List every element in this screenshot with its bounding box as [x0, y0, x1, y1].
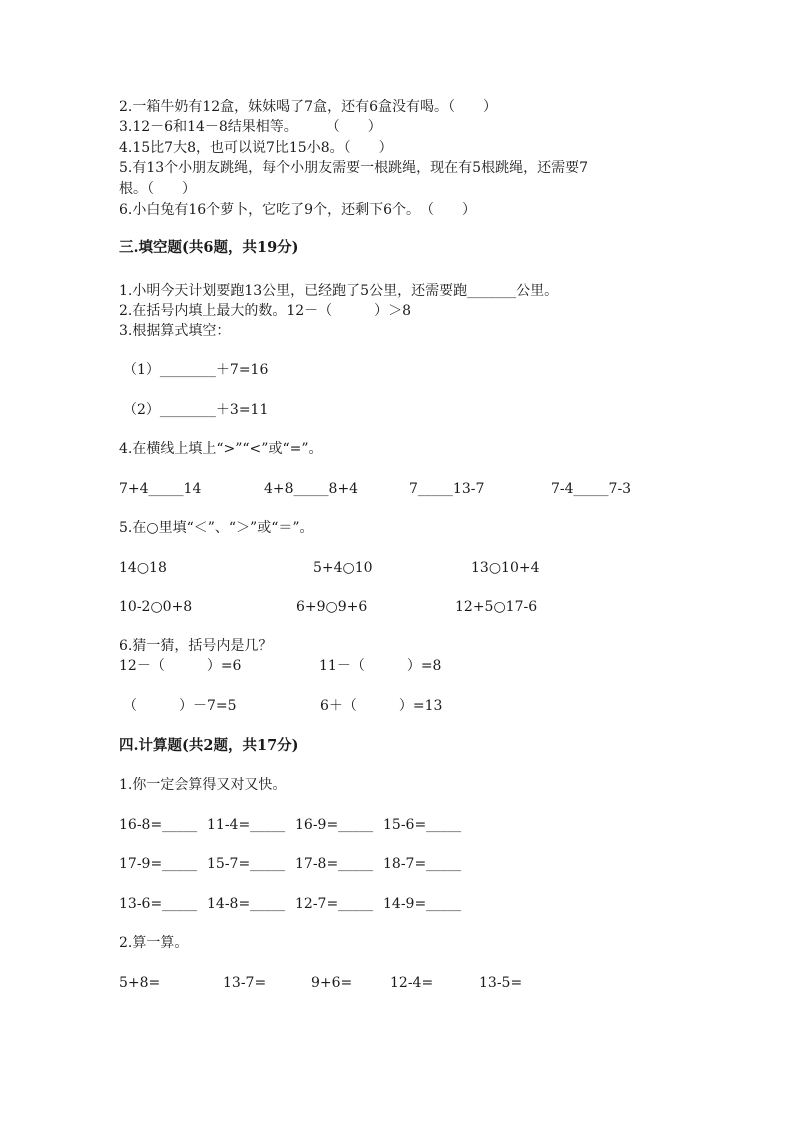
fill-q5-item: 13○10+4: [471, 560, 540, 576]
calc-item: 16-8=_____: [119, 817, 198, 833]
calc-item: 16-9=_____: [295, 817, 374, 833]
fill-q2: 2.在括号内填上最大的数。12－（ ）＞8: [119, 303, 412, 319]
fill-q4-item: 7+4_____14: [119, 481, 202, 497]
calc-q2: 2.算一算。: [119, 935, 189, 951]
section4-title: 四.计算题(共2题，共17分): [119, 737, 299, 754]
calc-item: 14-8=_____: [207, 896, 286, 912]
calc-q2-item: 13-7=: [223, 975, 267, 991]
fill-q4-item: 7_____13-7: [409, 481, 485, 497]
fill-q5: 5.在○里填“＜”、“＞”或“＝”。: [119, 520, 314, 536]
calc-q2-item: 13-5=: [479, 975, 523, 991]
calc-item: 12-7=_____: [295, 896, 374, 912]
calc-q1: 1.你一定会算得又对又快。: [119, 777, 287, 793]
calc-item: 15-7=_____: [207, 856, 286, 872]
calc-item: 13-6=_____: [119, 896, 198, 912]
calc-item: 18-7=_____: [383, 856, 462, 872]
fill-q6-item: 11－（ ）=8: [319, 658, 442, 674]
fill-q3-1: （1）________＋7=16: [123, 362, 269, 378]
calc-item: 14-9=_____: [383, 896, 462, 912]
fill-q5-item: 14○18: [119, 560, 167, 576]
fill-q5-item: 12+5○17-6: [455, 599, 538, 615]
fill-q1: 1.小明今天计划要跑13公里，已经跑了5公里，还需要跑_______公里。: [119, 283, 559, 299]
calc-item: 15-6=_____: [383, 817, 462, 833]
calc-item: 17-9=_____: [119, 856, 198, 872]
calc-item: 17-8=_____: [295, 856, 374, 872]
judgement-q2: 2.一箱牛奶有12盒，妹妹喝了7盒，还有6盒没有喝。（ ）: [119, 99, 497, 115]
fill-q5-item: 6+9○9+6: [296, 599, 368, 615]
fill-q6-item: （ ）－7=5: [123, 698, 237, 714]
judgement-q5-line1: 5.有13个小朋友跳绳，每个小朋友需要一根跳绳，现在有5根跳绳，还需要7: [119, 160, 588, 176]
fill-q6: 6.猜一猜，括号内是几？: [119, 638, 273, 654]
judgement-q6: 6.小白兔有16个萝卜，它吃了9个，还剩下6个。 （ ）: [119, 202, 476, 218]
calc-item: 11-4=_____: [207, 817, 286, 833]
judgement-q5-line2: 根。（ ）: [119, 181, 196, 197]
fill-q5-item: 5+4○10: [313, 560, 373, 576]
section3-title: 三.填空题(共6题，共19分): [119, 239, 299, 256]
fill-q6-item: 12－（ ）=6: [119, 658, 242, 674]
fill-q3-2: （2）________＋3=11: [123, 402, 269, 418]
fill-q6-item: 6＋（ ）=13: [320, 698, 443, 714]
fill-q4-item: 4+8_____8+4: [264, 481, 359, 497]
calc-q2-item: 9+6=: [311, 975, 353, 991]
calc-q2-item: 12-4=: [390, 975, 434, 991]
judgement-q4: 4.15比7大8，也可以说7比15小8。（ ）: [119, 140, 393, 156]
fill-q5-item: 10-2○0+8: [119, 599, 193, 615]
judgement-q3: 3.12－6和14－8结果相等。 （ ）: [119, 119, 382, 135]
fill-q3: 3.根据算式填空：: [119, 323, 231, 339]
fill-q4: 4.在横线上填上“>”“<”或“=”。: [119, 441, 323, 457]
calc-q2-item: 5+8=: [119, 975, 161, 991]
fill-q4-item: 7-4_____7-3: [551, 481, 632, 497]
